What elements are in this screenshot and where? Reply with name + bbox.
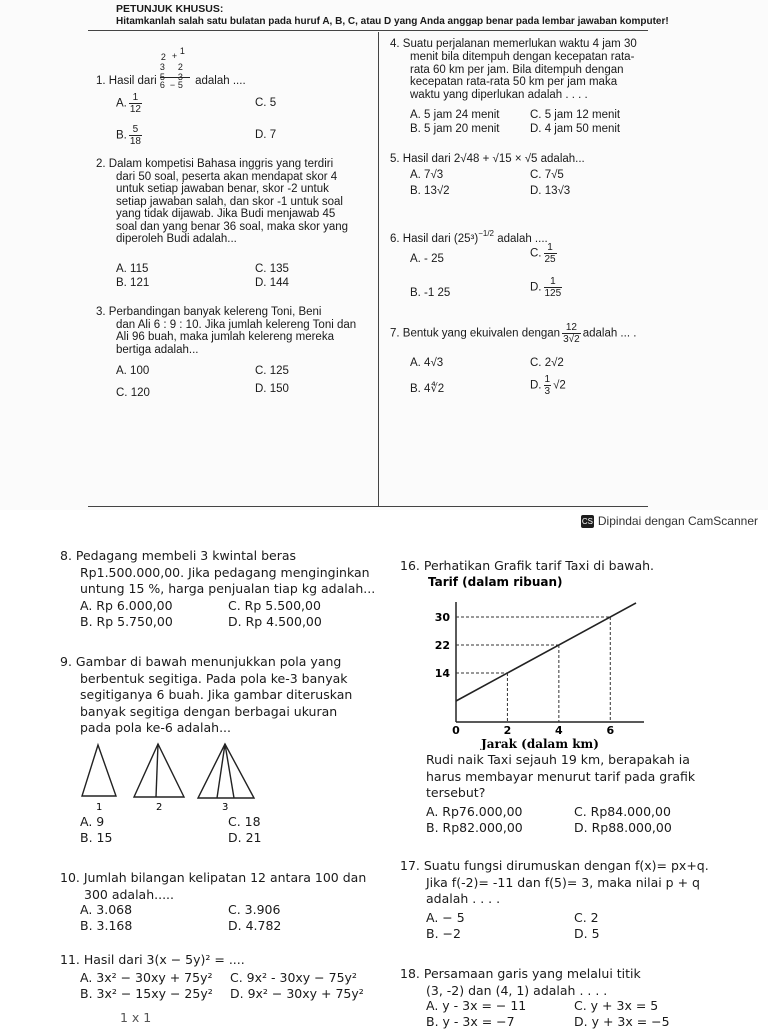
q6-stem: 6. Hasil dari $(25^3)^{-1/2}$ adalah ....	[390, 226, 548, 247]
q16-title: 16. Perhatikan Grafik tarif Taxi di bawah.	[400, 558, 654, 574]
instructions-title: PETUNJUK KHUSUS:	[116, 2, 223, 17]
q2-option-c: C. 135	[255, 262, 289, 277]
q17-option-c: C. 2	[574, 910, 599, 926]
q18-option-d: D. y + 3x = −5	[574, 1014, 670, 1030]
q1-complex-fraction: 2 + 1 3 2 5 3 6 − 5	[160, 58, 192, 104]
q3-option-b: C. 120	[116, 386, 150, 401]
chart-y-tick-2: 30	[435, 611, 451, 624]
q16-option-c: C. Rp84.000,00	[574, 804, 671, 820]
q17-option-a: A. − 5	[426, 910, 465, 926]
q8-option-d: D. Rp 4.500,00	[228, 614, 322, 630]
triangle-pattern-figure	[80, 740, 280, 816]
q6-option-c: C. $\frac{1}{25}$	[530, 242, 559, 265]
q10-option-b: B. 3.168	[80, 918, 132, 934]
q17-stem: 17. Suatu fungsi dirumuskan dengan f(x)= px+q. Jika f(-2)= -11 dan f(5)= 3, maka nilai p + q adalah . . . .	[400, 858, 709, 908]
q7-option-b: B. 4∜2	[410, 382, 444, 397]
chart-x-tick-2: 4	[555, 724, 563, 737]
chart-x-tick-1: 2	[504, 724, 512, 737]
q5-option-b: B. 13√2	[410, 184, 450, 199]
q3-option-d: D. 150	[255, 382, 289, 397]
q8-option-a: A. Rp 6.000,00	[80, 598, 173, 614]
chart-xlabel: Jarak (dalam km)	[480, 737, 599, 750]
chart-y-tick-1: 22	[435, 639, 450, 652]
q2-option-a: A. 115	[116, 262, 148, 277]
chart-x-tick-0: 0	[452, 724, 460, 737]
chart-x-tick-3: 6	[606, 724, 614, 737]
q5-option-a: A. 7√3	[410, 168, 443, 183]
q4-stem: 4. Suatu perjalanan memerlukan waktu 4 jam 30 menit bila ditempuh dengan kecepatan rata- rata 60 km per jam. Bila ditempuh dengan kecepatan rata-rata 50 km per jam maka waktu yang diperlukan adalah . . . .	[390, 38, 637, 102]
q17-option-d: D. 5	[574, 926, 600, 942]
q10-option-d: D. 4.782	[228, 918, 281, 934]
chart-ylabel: Tarif (dalam ribuan)	[428, 575, 563, 589]
q9-option-d: D. 21	[228, 830, 261, 846]
q4-option-b: B. 5 jam 20 menit	[410, 122, 499, 137]
q7-option-a: A. 4√3	[410, 356, 443, 371]
q6-option-b: B. -1 25	[410, 286, 450, 301]
scan-page-2	[0, 540, 768, 1024]
column-divider	[378, 32, 379, 506]
q11-option-a: A. 3x² − 30xy + 75y²	[80, 970, 213, 986]
q3-stem: 3. Perbandingan banyak kelereng Toni, Beni dan Ali 6 : 9 : 10. Jika jumlah kelereng Toni dan Ali 96 buah, maka jumlah kelereng mereka bertiga adalah...	[96, 306, 356, 356]
pattern-label-2: 2	[156, 802, 162, 813]
q9-stem: 9. Gambar di bawah menunjukkan pola yang berbentuk segitiga. Pada pola ke-3 banyak segitiganya 6 buah. Jika gambar diteruskan banyak segitiga dengan berbagai ukuran pada pola ke-6 adalah...	[60, 654, 352, 737]
q8-option-b: B. Rp 5.750,00	[80, 614, 173, 630]
q16-option-d: D. Rp88.000,00	[574, 820, 672, 836]
q16-stem: Rudi naik Taxi sejauh 19 km, berapakah ia harus membayar menurut tarif pada grafik tersebut?	[426, 752, 695, 802]
q11-stem: 11. Hasil dari 3(x − 5y)² = ....	[60, 952, 245, 968]
q10-option-a: A. 3.068	[80, 902, 132, 918]
q16-option-b: B. Rp82.000,00	[426, 820, 523, 836]
camscanner-watermark: CS Dipindai dengan CamScanner	[581, 514, 758, 528]
q7-option-d: D. $\frac{1}{3}$ √2	[530, 374, 566, 397]
chart-y-tick-0: 14	[435, 667, 451, 680]
q10-option-c: C. 3.906	[228, 902, 280, 918]
pattern-label-1: 1	[96, 802, 102, 813]
q1-option-d: D. 7	[255, 128, 276, 143]
q4-option-d: D. 4 jam 50 menit	[530, 122, 620, 137]
q18-stem: 18. Persamaan garis yang melalui titik (3, -2) dan (4, 1) adalah . . . .	[400, 966, 641, 999]
q7-option-c: C. 2√2	[530, 356, 564, 371]
q1-option-a: A. $\frac{1}{12}$	[116, 92, 144, 115]
instructions-text: Hitamkanlah salah satu bulatan pada huruf A, B, C, atau D yang Anda anggap benar pada lembar jawaban komputer!	[116, 14, 669, 29]
q8-option-c: C. Rp 5.500,00	[228, 598, 321, 614]
q8-stem: 8. Pedagang membeli 3 kwintal beras Rp1.500.000,00. Jika pedagang menginginkan untung 15 %, harga penjualan tiap kg adalah...	[60, 548, 375, 598]
q7-stem: 7. Bentuk yang ekuivalen dengan $\frac{12}{3√2}$ adalah ... .	[390, 322, 636, 345]
pattern-2-divider	[156, 744, 158, 797]
q4-option-a: A. 5 jam 24 menit	[410, 108, 499, 123]
q6-option-a: A. - 25	[410, 252, 444, 267]
q5-stem: 5. Hasil dari 2√48 + √15 × √5 adalah...	[390, 152, 585, 167]
q5-option-c: C. 7√5	[530, 168, 564, 183]
q1-option-b: B. $\frac{5}{18}$	[116, 124, 144, 147]
q3-option-c: C. 125	[255, 364, 289, 379]
pattern-1-triangle	[82, 745, 116, 796]
taxi-fare-chart	[420, 574, 660, 750]
q5-option-d: D. 13√3	[530, 184, 570, 199]
q11-option-b: B. 3x² − 15xy − 25y²	[80, 986, 213, 1002]
q11-option-d: D. 9x² − 30xy + 75y²	[230, 986, 364, 1002]
q9-option-b: B. 15	[80, 830, 112, 846]
q11-option-c: C. 9x² - 30xy − 75y²	[230, 970, 357, 986]
scan-page-1	[0, 0, 768, 512]
q2-stem: 2. Dalam kompetisi Bahasa inggris yang terdiri dari 50 soal, peserta akan mendapat skor 4 untuk setiap jawaban benar, skor -2 untuk setiap jawaban salah, dan skor -1 untuk soal yang tidak dijawab. Jika Budi menjawab 45 soal dan yang benar 36 soal, maka skor yang diperoleh Budi adalah...	[96, 158, 348, 246]
q2-option-d: D. 144	[255, 276, 289, 291]
q1-option-c: C. 5	[255, 96, 276, 111]
pattern-label-3: 3	[222, 802, 228, 813]
q16-option-a: A. Rp76.000,00	[426, 804, 523, 820]
q2-option-b: B. 121	[116, 276, 149, 291]
q6-option-d: D. $\frac{1}{125}$	[530, 276, 564, 299]
q11-cut-text: 1 x 1	[120, 1010, 151, 1026]
q18-option-a: A. y - 3x = − 11	[426, 998, 526, 1014]
q9-option-a: A. 9	[80, 814, 104, 830]
q10-stem: 10. Jumlah bilangan kelipatan 12 antara 100 dan 300 adalah.....	[60, 870, 366, 903]
bottom-divider	[88, 506, 648, 507]
chart-fare-line	[456, 603, 636, 701]
pattern-2-triangle	[134, 744, 184, 797]
q9-option-c: C. 18	[228, 814, 261, 830]
q4-option-c: C. 5 jam 12 menit	[530, 108, 620, 123]
camscanner-icon: CS	[581, 515, 594, 528]
q1-stem: 1. Hasil dari 2 + 1 3 2 5 3 6 − 5 adalah ....	[96, 58, 246, 104]
q17-option-b: B. −2	[426, 926, 461, 942]
q3-option-a: A. 100	[116, 364, 149, 379]
q18-option-c: C. y + 3x = 5	[574, 998, 658, 1014]
header-divider	[88, 30, 648, 31]
q18-option-b: B. y - 3x = −7	[426, 1014, 515, 1030]
